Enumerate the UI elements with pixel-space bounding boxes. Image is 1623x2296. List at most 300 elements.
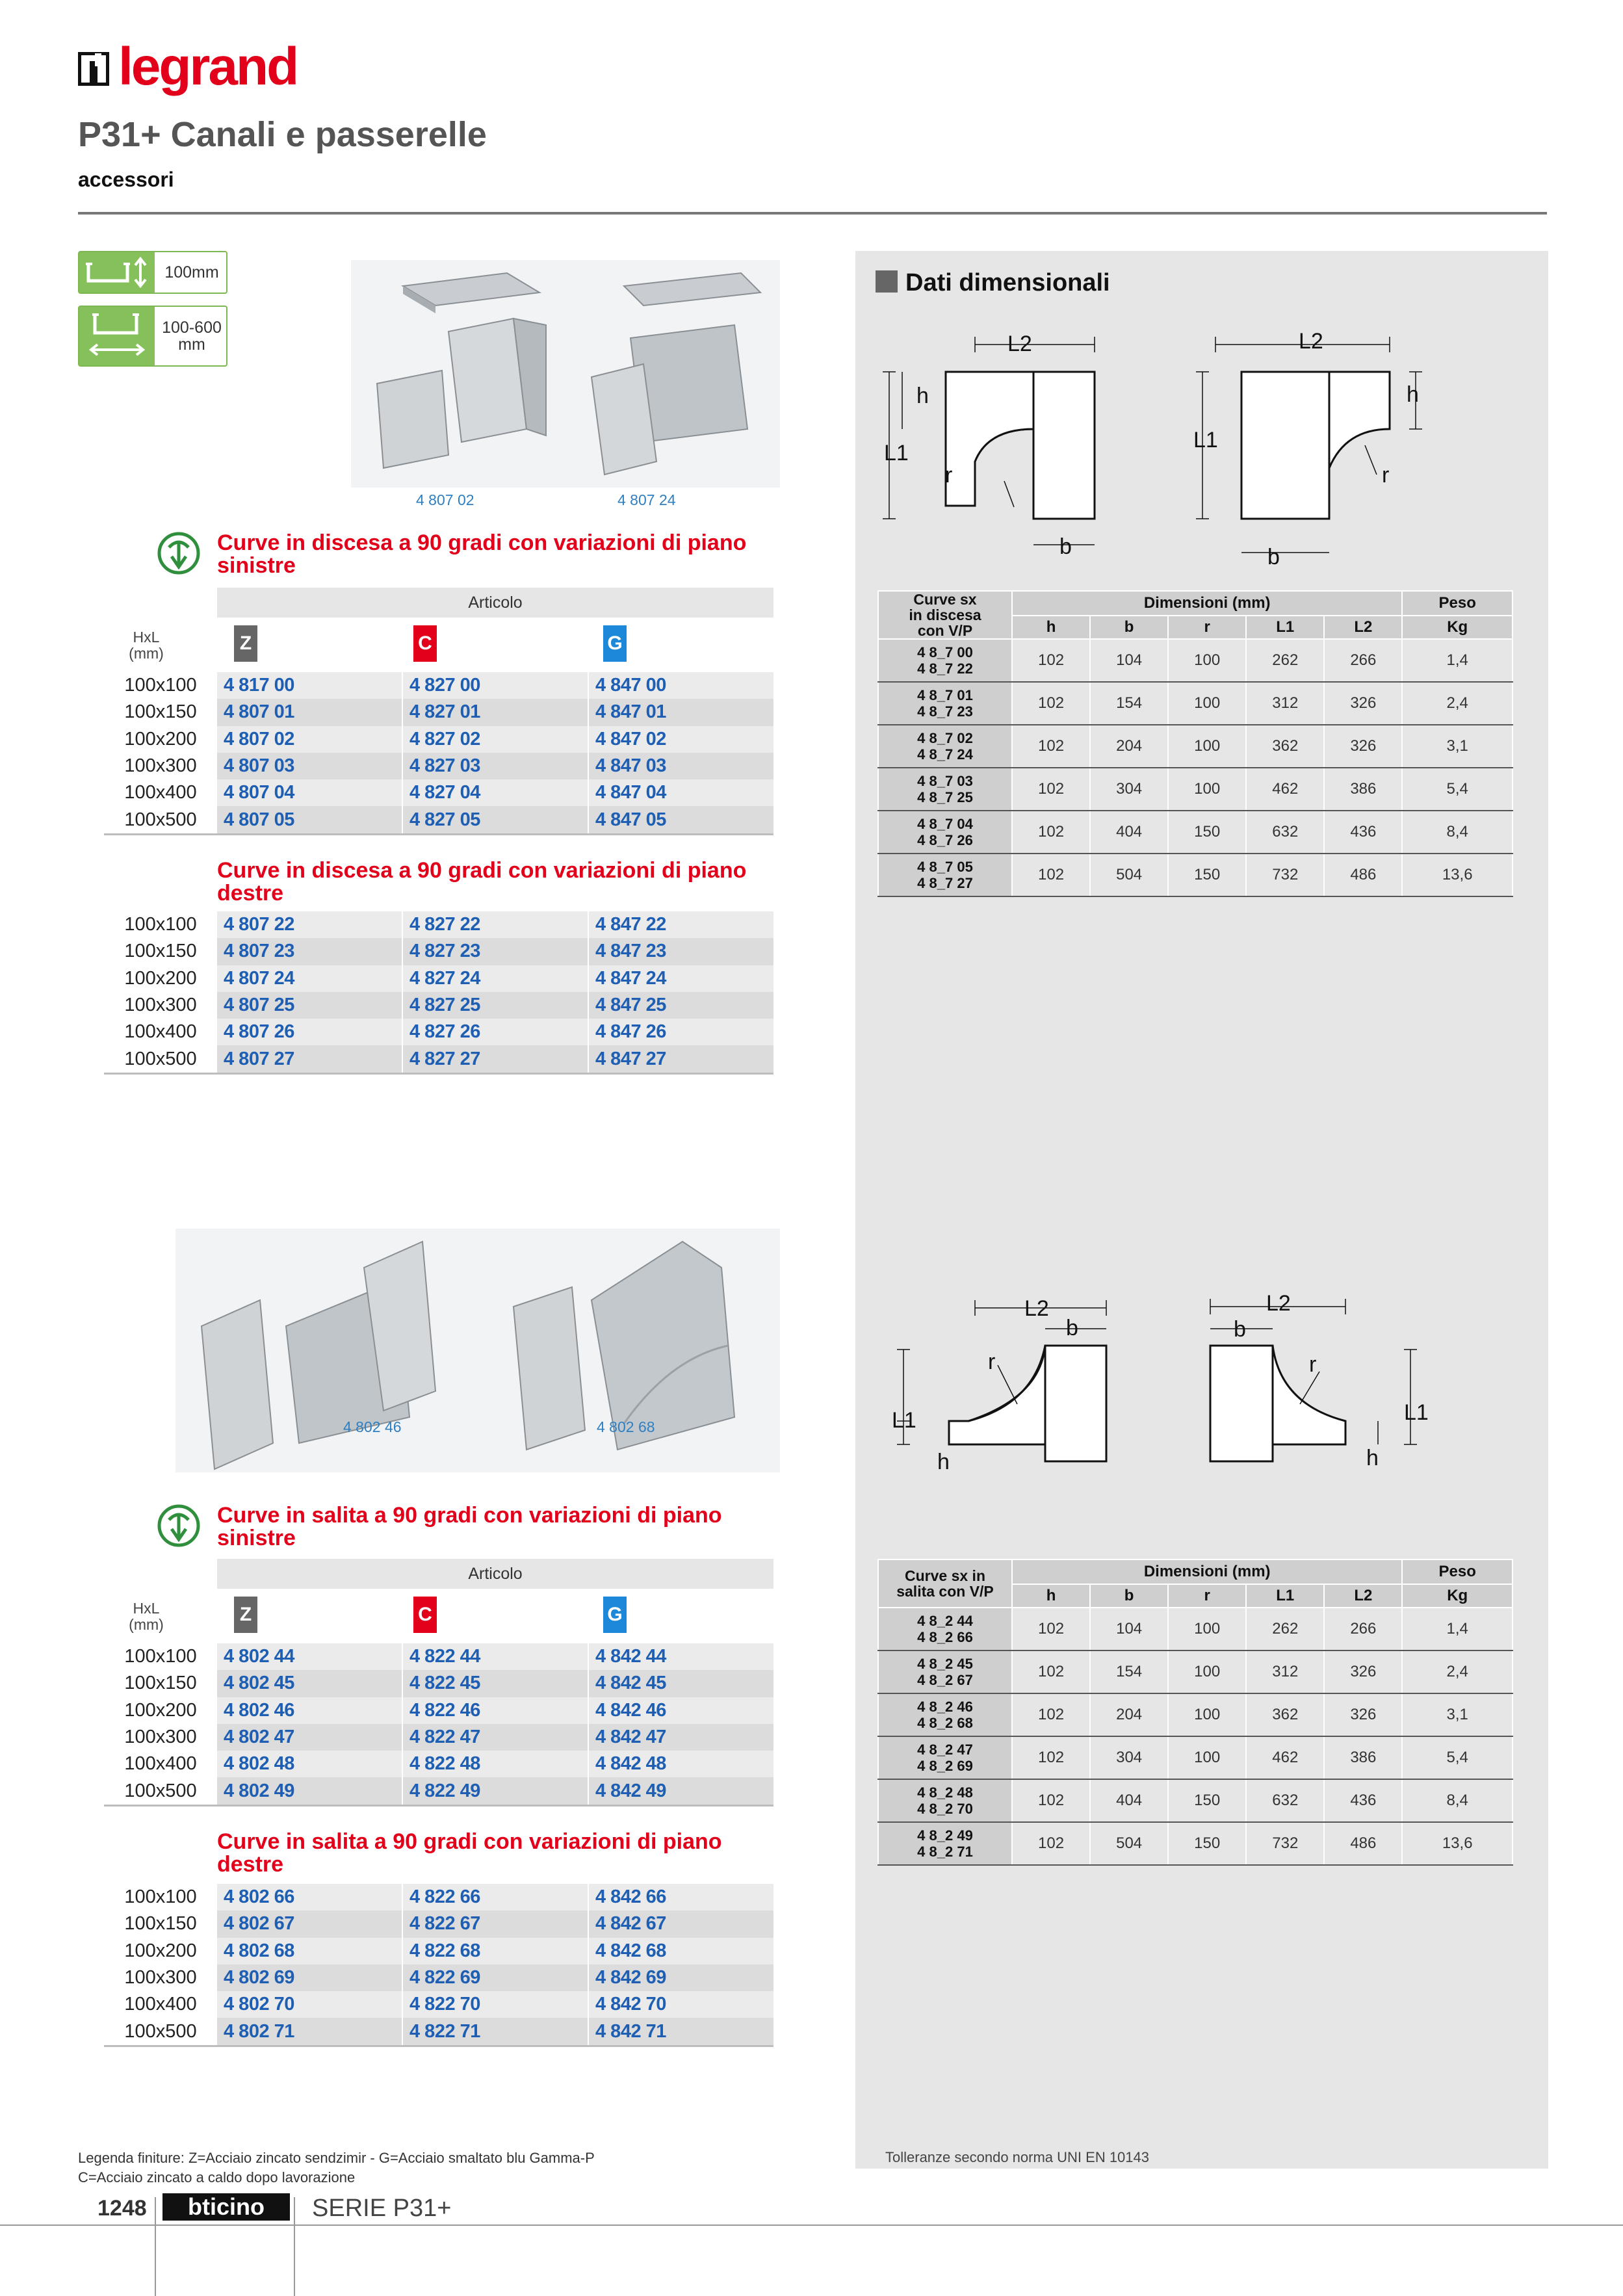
section-marker-icon [876, 270, 898, 293]
article-code-g: 4 842 67 [589, 1911, 773, 1937]
hxl-label: HxL (mm) [129, 1600, 164, 1634]
value-cell: 8,4 [1402, 811, 1513, 854]
article-code: 4 8_2 68 [917, 1715, 973, 1731]
article-code-z: 4 802 69 [217, 1964, 402, 1991]
article-code-z: 4 807 26 [217, 1019, 402, 1045]
article-code-c: 4 822 69 [403, 1964, 588, 1991]
article-header: Articolo [217, 1559, 773, 1589]
article-code-g: 4 842 45 [589, 1670, 773, 1697]
article-code: 4 8_7 26 [917, 832, 973, 849]
dimensioni-header: Dimensioni (mm) [1012, 1559, 1402, 1584]
article-code-g: 4 847 25 [589, 992, 773, 1019]
article-code: 4 8_7 25 [917, 789, 973, 806]
dimensioni-header: Dimensioni (mm) [1012, 591, 1402, 616]
article-code-g: 4 847 03 [589, 753, 773, 779]
article-code-z: 4 802 71 [217, 2018, 402, 2044]
dimension-cell: 100x100 [124, 914, 197, 935]
dimension-cell: 100x400 [124, 1994, 197, 2015]
hxl-label: HxL (mm) [129, 629, 164, 662]
table-row [104, 779, 773, 806]
value-cell: 362 [1246, 1693, 1324, 1736]
column-header: r [1168, 616, 1246, 639]
article-code-z: 4 802 48 [217, 1751, 402, 1777]
article-code-c: 4 827 03 [403, 753, 588, 779]
diagram-label-h: h [916, 384, 929, 408]
code-cell [878, 854, 1012, 896]
value-cell: 154 [1090, 1650, 1168, 1693]
article-code-z: 4 802 45 [217, 1670, 402, 1697]
article-code-z: 4 802 47 [217, 1724, 402, 1751]
value-cell: 100 [1168, 1608, 1246, 1650]
finish-g-badge: G [603, 625, 627, 662]
code-cell [878, 1693, 1012, 1736]
value-cell: 8,4 [1402, 1779, 1513, 1822]
page-number: 1248 [97, 2196, 147, 2221]
dimension-cell: 100x200 [124, 967, 197, 989]
value-cell: 102 [1012, 682, 1090, 725]
descent-curve-diagram [877, 312, 1488, 585]
value-cell: 150 [1168, 1822, 1246, 1865]
article-code-g: 4 847 01 [589, 699, 773, 725]
value-cell: 486 [1324, 1822, 1402, 1865]
diagram-label-l2: L2 [1024, 1296, 1049, 1321]
article-code: 4 8_2 46 [917, 1698, 973, 1715]
code-cell [878, 1608, 1012, 1650]
value-cell: 404 [1090, 811, 1168, 854]
value-cell: 150 [1168, 811, 1246, 854]
height-badge [78, 251, 227, 294]
column-header: h [1012, 616, 1090, 639]
peso-header: Peso [1402, 1559, 1513, 1584]
article-code-z: 4 802 67 [217, 1911, 402, 1937]
table-bottom-rule [104, 1805, 773, 1807]
value-cell: 266 [1324, 639, 1402, 682]
value-cell: 404 [1090, 1779, 1168, 1822]
article-code-c: 4 827 22 [403, 911, 588, 938]
value-cell: 100 [1168, 682, 1246, 725]
width-badge [78, 306, 227, 367]
dimension-cell: 100x300 [124, 1967, 197, 1989]
value-cell: 100 [1168, 639, 1246, 682]
article-code-g: 4 847 22 [589, 911, 773, 938]
photo-caption-left: 4 802 46 [343, 1418, 402, 1435]
dimension-cell: 100x150 [124, 1913, 197, 1935]
article-code: 4 8_2 71 [917, 1844, 973, 1860]
dimension-cell: 100x200 [124, 1940, 197, 1961]
diagram-label-b: b [1234, 1317, 1246, 1342]
value-cell: 102 [1012, 1608, 1090, 1650]
value-cell: 632 [1246, 1779, 1324, 1822]
article-code-z: 4 802 44 [217, 1643, 402, 1670]
table-row [878, 1650, 1513, 1693]
article-code-z: 4 802 49 [217, 1777, 402, 1804]
value-cell: 102 [1012, 811, 1090, 854]
value-cell: 386 [1324, 1736, 1402, 1779]
code-cell [878, 768, 1012, 811]
width-badge-text: 100-600 mm [162, 318, 222, 354]
code-cell [878, 639, 1012, 682]
value-cell: 486 [1324, 854, 1402, 896]
table-row [104, 1964, 773, 1991]
table-row [104, 1777, 773, 1804]
article-code-g: 4 847 23 [589, 938, 773, 965]
svg-text:bticino: bticino [188, 2193, 265, 2220]
dimension-cell: 100x500 [124, 2020, 197, 2042]
column-header: Kg [1402, 1584, 1513, 1608]
table-row [104, 1670, 773, 1697]
table-row [104, 726, 773, 753]
value-cell: 13,6 [1402, 1822, 1513, 1865]
table-row [878, 682, 1513, 725]
finish-g-badge: G [603, 1597, 627, 1633]
dimensions-table-descent [877, 590, 1513, 897]
value-cell: 386 [1324, 768, 1402, 811]
article-code: 4 8_2 66 [917, 1629, 973, 1645]
article-code: 4 8_7 03 [917, 773, 973, 790]
article-code-c: 4 822 49 [403, 1777, 588, 1804]
article-code-g: 4 842 68 [589, 1938, 773, 1964]
article-code-c: 4 827 23 [403, 938, 588, 965]
article-code-g: 4 842 49 [589, 1777, 773, 1804]
table-row [104, 911, 773, 938]
corner-header: Curve sx in discesa con V/P [878, 591, 1012, 639]
dimension-cell: 100x500 [124, 1780, 197, 1801]
value-cell: 1,4 [1402, 639, 1513, 682]
article-code: 4 8_2 47 [917, 1741, 973, 1758]
table-row [878, 639, 1513, 682]
value-cell: 204 [1090, 725, 1168, 768]
tray-width-icon [79, 307, 155, 365]
value-cell: 266 [1324, 1608, 1402, 1650]
table-row [104, 699, 773, 725]
table-row [104, 672, 773, 699]
article-code-c: 4 822 66 [403, 1884, 588, 1911]
value-cell: 312 [1246, 1650, 1324, 1693]
finish-legend: Legenda finiture: Z=Acciaio zincato sendzimir - G=Acciaio smaltato blu Gamma-P C=Acciaio zincato a caldo dopo lavorazione [78, 2150, 595, 2185]
article-code-g: 4 842 66 [589, 1884, 773, 1911]
value-cell: 100 [1168, 725, 1246, 768]
table-row [104, 965, 773, 992]
diagram-label-l2: L2 [1007, 332, 1032, 356]
diagram-label-h: h [1366, 1446, 1379, 1470]
article-code: 4 8_7 22 [917, 660, 973, 677]
article-code: 4 8_7 05 [917, 859, 973, 876]
value-cell: 362 [1246, 725, 1324, 768]
value-cell: 262 [1246, 639, 1324, 682]
article-code-g: 4 842 69 [589, 1964, 773, 1991]
article-code-c: 4 822 68 [403, 1938, 588, 1964]
height-badge-text: 100mm [164, 263, 219, 281]
article-code-g: 4 842 44 [589, 1643, 773, 1670]
article-code: 4 8_7 23 [917, 703, 973, 720]
value-cell: 102 [1012, 1822, 1090, 1865]
value-cell: 504 [1090, 1822, 1168, 1865]
peso-header: Peso [1402, 591, 1513, 616]
article-code-c: 4 822 67 [403, 1911, 588, 1937]
article-code-c: 4 822 71 [403, 2018, 588, 2044]
table-row [878, 725, 1513, 768]
value-cell: 102 [1012, 1736, 1090, 1779]
article-code-c: 4 822 48 [403, 1751, 588, 1777]
value-cell: 312 [1246, 682, 1324, 725]
value-cell: 2,4 [1402, 1650, 1513, 1693]
value-cell: 436 [1324, 1779, 1402, 1822]
article-code-g: 4 842 71 [589, 2018, 773, 2044]
article-code: 4 8_7 04 [917, 816, 973, 833]
article-code: 4 8_2 44 [917, 1612, 973, 1629]
diagram-label-b: b [1066, 1316, 1078, 1340]
article-code-g: 4 847 00 [589, 672, 773, 699]
table-row [104, 992, 773, 1019]
diagram-label-l2: L2 [1266, 1291, 1291, 1316]
article-table [104, 1643, 773, 1807]
article-code-g: 4 847 04 [589, 779, 773, 806]
table-row [104, 2018, 773, 2044]
tray-curve-illustration [351, 260, 780, 488]
code-cell [878, 1779, 1012, 1822]
section-title-discesa-destre: Curve in discesa a 90 gradi con variazioni di piano destre [217, 858, 747, 906]
value-cell: 100 [1168, 1693, 1246, 1736]
diagram-label-l1: L1 [892, 1408, 916, 1433]
article-code-c: 4 827 05 [403, 806, 588, 833]
article-code-z: 4 807 04 [217, 779, 402, 806]
article-code-z: 4 802 70 [217, 1991, 402, 2018]
article-code-z: 4 807 27 [217, 1045, 402, 1072]
article-code-z: 4 817 00 [217, 672, 402, 699]
table-bottom-rule [104, 833, 773, 835]
article-code-z: 4 807 22 [217, 911, 402, 938]
value-cell: 102 [1012, 854, 1090, 896]
value-cell: 204 [1090, 1693, 1168, 1736]
table-row [104, 1697, 773, 1724]
code-cell [878, 1736, 1012, 1779]
article-code-g: 4 847 27 [589, 1045, 773, 1072]
value-cell: 3,1 [1402, 725, 1513, 768]
value-cell: 102 [1012, 1650, 1090, 1693]
value-cell: 304 [1090, 768, 1168, 811]
tray-height-icon [79, 252, 155, 293]
article-header: Articolo [217, 588, 773, 618]
footer-separator [294, 2197, 295, 2296]
article-code-z: 4 802 68 [217, 1938, 402, 1964]
table-row [878, 1736, 1513, 1779]
table-bottom-rule [104, 1073, 773, 1075]
value-cell: 100 [1168, 1736, 1246, 1779]
code-cell [878, 682, 1012, 725]
article-code: 4 8_2 48 [917, 1784, 973, 1801]
article-code-g: 4 847 26 [589, 1019, 773, 1045]
dimension-cell: 100x400 [124, 1753, 197, 1775]
diagram-label-r: r [1309, 1352, 1317, 1377]
value-cell: 2,4 [1402, 682, 1513, 725]
table-row [878, 1779, 1513, 1822]
column-header: L1 [1246, 616, 1324, 639]
article-code-g: 4 847 24 [589, 965, 773, 992]
code-cell [878, 1822, 1012, 1865]
article-code-z: 4 807 01 [217, 699, 402, 725]
value-cell: 326 [1324, 725, 1402, 768]
article-code-c: 4 822 46 [403, 1697, 588, 1724]
article-code-c: 4 827 01 [403, 699, 588, 725]
footer-divider [0, 2224, 1623, 2226]
article-code-c: 4 822 45 [403, 1670, 588, 1697]
page-subtitle: accessori [78, 168, 174, 191]
dimension-cell: 100x100 [124, 1646, 197, 1667]
column-header: L1 [1246, 1584, 1324, 1608]
value-cell: 102 [1012, 1693, 1090, 1736]
dimension-cell: 100x300 [124, 755, 197, 777]
value-cell: 154 [1090, 682, 1168, 725]
article-table [104, 1884, 773, 2047]
dimension-cell: 100x300 [124, 1727, 197, 1748]
tolerance-note: Tolleranze secondo norma UNI EN 10143 [885, 2149, 1150, 2165]
dimension-cell: 100x150 [124, 701, 197, 723]
page-title: P31+ Canali e passerelle [78, 115, 487, 154]
made-in-italy-icon [156, 530, 201, 576]
dati-title: Dati dimensionali [905, 269, 1110, 296]
column-header: b [1090, 1584, 1168, 1608]
article-code-c: 4 822 44 [403, 1643, 588, 1670]
value-cell: 102 [1012, 1779, 1090, 1822]
article-code: 4 8_2 49 [917, 1827, 973, 1844]
diagram-label-l2: L2 [1299, 329, 1323, 354]
article-code-c: 4 827 27 [403, 1045, 588, 1072]
corner-header: Curve sx in salita con V/P [878, 1559, 1012, 1608]
tray-rising-curve-illustration [175, 1229, 780, 1472]
footer-separator [155, 2197, 156, 2296]
table-row [878, 1693, 1513, 1736]
value-cell: 262 [1246, 1608, 1324, 1650]
diagram-label-l1: L1 [884, 441, 909, 465]
value-cell: 632 [1246, 811, 1324, 854]
table-row [104, 1751, 773, 1777]
value-cell: 102 [1012, 768, 1090, 811]
column-header: h [1012, 1584, 1090, 1608]
value-cell: 104 [1090, 639, 1168, 682]
code-cell [878, 725, 1012, 768]
made-in-italy-icon [156, 1503, 201, 1548]
article-table [104, 672, 773, 835]
finish-c-badge: C [413, 625, 437, 662]
table-row [104, 806, 773, 833]
article-code: 4 8_7 02 [917, 730, 973, 747]
header-divider [78, 212, 1547, 215]
diagram-label-r: r [988, 1350, 996, 1374]
diagram-label-r: r [945, 463, 953, 488]
dimension-cell: 100x200 [124, 728, 197, 750]
photo-caption-left: 4 807 02 [416, 491, 474, 508]
finish-z-badge: Z [234, 625, 257, 662]
article-code-z: 4 807 03 [217, 753, 402, 779]
article-code-c: 4 827 00 [403, 672, 588, 699]
article-code-g: 4 842 70 [589, 1991, 773, 2018]
article-code-g: 4 842 48 [589, 1751, 773, 1777]
value-cell: 5,4 [1402, 768, 1513, 811]
table-row [104, 1724, 773, 1751]
value-cell: 150 [1168, 854, 1246, 896]
value-cell: 462 [1246, 1736, 1324, 1779]
diagram-label-r: r [1382, 463, 1390, 488]
dimension-cell: 100x500 [124, 809, 197, 830]
article-code-c: 4 822 70 [403, 1991, 588, 2018]
value-cell: 1,4 [1402, 1608, 1513, 1650]
section-title-salita-destre: Curve in salita a 90 gradi con variazioni di piano destre [217, 1829, 722, 1877]
value-cell: 436 [1324, 811, 1402, 854]
section-title-salita-sinistre: Curve in salita a 90 gradi con variazioni di piano sinistre [217, 1503, 722, 1550]
table-row [878, 811, 1513, 854]
table-row [878, 1608, 1513, 1650]
table-row [878, 854, 1513, 896]
article-code: 4 8_7 00 [917, 644, 973, 661]
table-bottom-rule [104, 2045, 773, 2047]
column-header: L2 [1324, 1584, 1402, 1608]
article-code-g: 4 842 46 [589, 1697, 773, 1724]
article-code-z: 4 807 23 [217, 938, 402, 965]
article-code-z: 4 802 66 [217, 1884, 402, 1911]
code-cell [878, 811, 1012, 854]
dimensions-table-ascent [877, 1559, 1513, 1866]
value-cell: 304 [1090, 1736, 1168, 1779]
table-row [104, 1045, 773, 1072]
table-row [104, 938, 773, 965]
diagram-label-h: h [1407, 382, 1419, 407]
dimension-cell: 100x400 [124, 782, 197, 803]
value-cell: 3,1 [1402, 1693, 1513, 1736]
code-cell [878, 1650, 1012, 1693]
value-cell: 462 [1246, 768, 1324, 811]
value-cell: 5,4 [1402, 1736, 1513, 1779]
table-row [878, 1822, 1513, 1865]
dimension-cell: 100x400 [124, 1021, 197, 1043]
bticino-logo [162, 2193, 290, 2221]
dimension-cell: 100x150 [124, 941, 197, 962]
finish-c-badge: C [413, 1597, 437, 1633]
table-row [104, 1643, 773, 1670]
value-cell: 150 [1168, 1779, 1246, 1822]
article-code-g: 4 842 47 [589, 1724, 773, 1751]
diagram-label-l1: L1 [1193, 428, 1218, 452]
diagram-label-b: b [1267, 545, 1280, 569]
value-cell: 102 [1012, 639, 1090, 682]
article-code-c: 4 827 02 [403, 726, 588, 753]
ascent-curve-diagram [877, 1274, 1488, 1502]
article-code-c: 4 827 24 [403, 965, 588, 992]
article-code-z: 4 807 02 [217, 726, 402, 753]
article-code: 4 8_2 69 [917, 1758, 973, 1774]
value-cell: 100 [1168, 768, 1246, 811]
column-header: b [1090, 616, 1168, 639]
table-row [104, 1884, 773, 1911]
article-code-g: 4 847 05 [589, 806, 773, 833]
product-photo-top [351, 260, 780, 488]
diagram-label-b: b [1059, 534, 1072, 559]
article-code-c: 4 827 26 [403, 1019, 588, 1045]
finish-z-badge: Z [234, 1597, 257, 1633]
table-row [104, 1938, 773, 1964]
dimension-cell: 100x100 [124, 1886, 197, 1908]
column-header: L2 [1324, 616, 1402, 639]
diagram-label-l1: L1 [1404, 1400, 1429, 1425]
article-code: 4 8_2 70 [917, 1801, 973, 1817]
dimension-cell: 100x300 [124, 995, 197, 1016]
dimension-cell: 100x100 [124, 675, 197, 696]
column-header: Kg [1402, 616, 1513, 639]
column-header: r [1168, 1584, 1246, 1608]
dimension-cell: 100x150 [124, 1673, 197, 1694]
legrand-logo-mark [78, 52, 109, 86]
value-cell: 100 [1168, 1650, 1246, 1693]
value-cell: 504 [1090, 854, 1168, 896]
